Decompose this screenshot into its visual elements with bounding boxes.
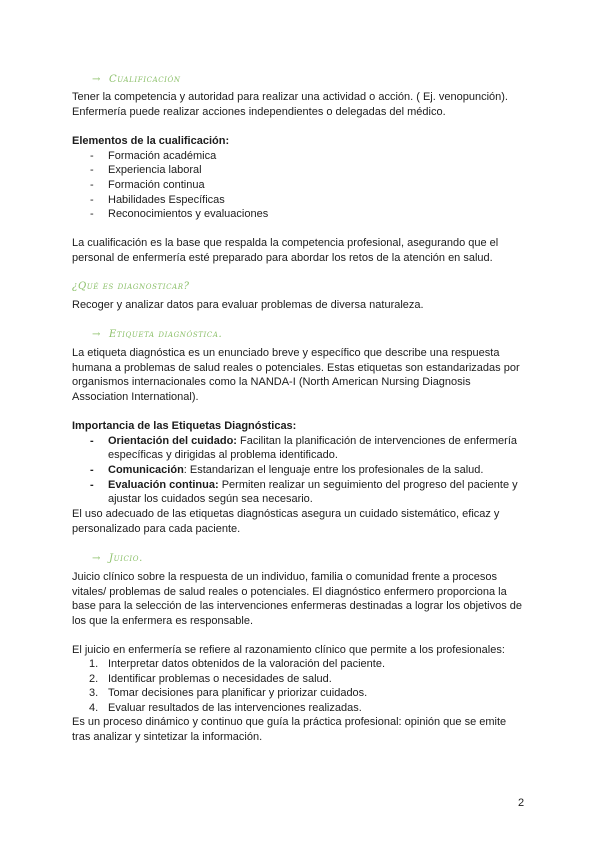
step-number: 1. bbox=[89, 658, 99, 670]
juicio-intro-line-4: los que la enfermera es responsable. bbox=[72, 615, 253, 627]
arrow-right-icon: → bbox=[92, 74, 101, 85]
list-dash: - bbox=[90, 150, 94, 162]
list-item-continuation: específicas y dirigidas al problema identificado. bbox=[108, 449, 338, 461]
step-text: Evaluar resultados de las intervenciones realizadas. bbox=[108, 702, 362, 714]
juicio-intro-line-2: vitales/ problemas de salud reales o potenciales. El diagnóstico enfermero proporciona la bbox=[72, 586, 507, 598]
diagnosticar-text: Recoger y analizar datos para evaluar problemas de diversa naturaleza. bbox=[72, 299, 424, 311]
heading-juicio-text: Juicio. bbox=[108, 553, 143, 564]
etiqueta-intro-line-3: organismos internacionales como la NANDA-I (North American Nursing Diagnosis bbox=[72, 376, 471, 388]
list-dash: - bbox=[90, 464, 94, 476]
bullet-lead: Orientación del cuidado: bbox=[108, 435, 237, 447]
bullet-text: Permiten realizar un seguimiento del progreso del paciente y bbox=[218, 479, 518, 491]
etiqueta-closing-line-2: personalizado para cada paciente. bbox=[72, 523, 241, 535]
list-item bbox=[108, 463, 483, 477]
bullet-text: : Estandarizan el lenguaje entre los profesionales de la salud. bbox=[183, 464, 484, 476]
heading-diagnosticar: ¿Qué es diagnosticar? bbox=[72, 281, 190, 292]
step-text: Tomar decisiones para planificar y priorizar cuidados. bbox=[108, 687, 368, 699]
juicio-reasoning: El juicio en enfermería se refiere al razonamiento clínico que permite a los profesionales: bbox=[72, 644, 505, 656]
list-item: Habilidades Específicas bbox=[108, 194, 225, 206]
heading-cualificacion bbox=[92, 73, 181, 87]
etiqueta-intro-line-1: La etiqueta diagnóstica es un enunciado breve y específico que describe una respuesta bbox=[72, 347, 500, 359]
cualificacion-intro-line-2: Enfermería puede realizar acciones independientes o delegadas del médico. bbox=[72, 106, 446, 118]
juicio-intro-line-1: Juicio clínico sobre la respuesta de un individuo, familia o comunidad frente a procesos bbox=[72, 571, 497, 583]
arrow-right-icon: → bbox=[92, 329, 101, 340]
list-item-continuation: ajustar los cuidados según sea necesario. bbox=[108, 493, 313, 505]
step-number: 3. bbox=[89, 687, 99, 699]
cualificacion-intro-line-1: Tener la competencia y autoridad para realizar una actividad o acción. ( Ej. venopunción). bbox=[72, 91, 508, 103]
list-item: Formación continua bbox=[108, 179, 205, 191]
heading-juicio bbox=[92, 552, 143, 566]
etiqueta-intro-line-4: Association International). bbox=[72, 391, 199, 403]
list-dash: - bbox=[90, 479, 94, 491]
step-number: 2. bbox=[89, 673, 99, 685]
etiqueta-closing-line-1: El uso adecuado de las etiquetas diagnósticas asegura un cuidado sistemático, eficaz y bbox=[72, 508, 500, 520]
etiqueta-intro-line-2: humana a problemas de salud reales o potenciales. Estas etiquetas son estandarizadas por bbox=[72, 362, 520, 374]
cualificacion-closing-line-2: personal de enfermería esté preparado para abordar los retos de la atención en salud. bbox=[72, 252, 493, 264]
step-number: 4. bbox=[89, 702, 99, 714]
step-text: Identificar problemas o necesidades de salud. bbox=[108, 673, 332, 685]
list-item: Experiencia laboral bbox=[108, 164, 202, 176]
juicio-intro-line-3: base para la selección de las intervenciones enfermeras destinadas a lograr los objetivos de bbox=[72, 600, 523, 612]
list-dash: - bbox=[90, 208, 94, 220]
list-dash: - bbox=[90, 164, 94, 176]
bullet-text: Facilitan la planificación de intervenciones de enfermería bbox=[236, 435, 518, 447]
page-number: 2 bbox=[518, 797, 525, 809]
importance-title: Importancia de las Etiquetas Diagnósticas: bbox=[72, 420, 297, 432]
heading-cualificacion-text: Cualificación bbox=[108, 74, 181, 85]
list-item bbox=[108, 478, 518, 492]
list-item bbox=[108, 434, 517, 448]
juicio-closing-line-1: Es un proceso dinámico y continuo que guía la práctica profesional: opinión que se emite bbox=[72, 716, 507, 728]
list-dash: - bbox=[90, 194, 94, 206]
heading-etiqueta-text: Etiqueta diagnóstica. bbox=[108, 329, 223, 340]
step-text: Interpretar datos obtenidos de la valoración del paciente. bbox=[108, 658, 386, 670]
bullet-lead: Comunicación bbox=[108, 464, 184, 476]
bullet-lead: Evaluación continua: bbox=[108, 479, 219, 491]
cualificacion-closing-line-1: La cualificación es la base que respalda la competencia profesional, asegurando que el bbox=[72, 237, 499, 249]
list-dash: - bbox=[90, 179, 94, 191]
list-dash: - bbox=[90, 435, 94, 447]
list-item: Reconocimientos y evaluaciones bbox=[108, 208, 269, 220]
heading-etiqueta bbox=[92, 328, 222, 342]
juicio-closing-line-2: tras analizar y sintetizar la información. bbox=[72, 731, 263, 743]
arrow-right-icon: → bbox=[92, 553, 101, 564]
list-item: Formación académica bbox=[108, 150, 217, 162]
elements-title: Elementos de la cualificación: bbox=[72, 135, 230, 147]
